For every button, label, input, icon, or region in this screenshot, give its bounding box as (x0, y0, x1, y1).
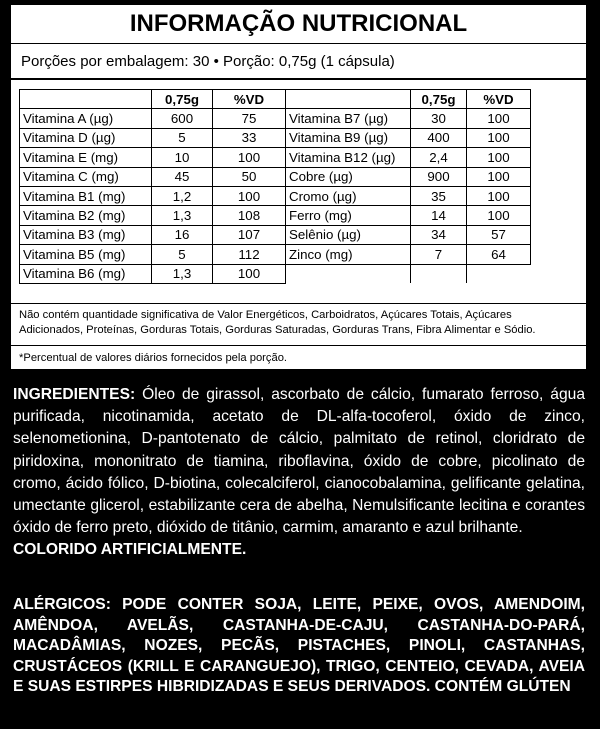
nutrient-name: Zinco (mg) (286, 245, 411, 264)
table-row (20, 264, 531, 283)
table-row (20, 109, 531, 128)
nutrient-name: Vitamina B9 (µg) (286, 128, 411, 147)
nutrient-dv: 112 (213, 245, 286, 264)
nutrient-name: Vitamina B1 (mg) (20, 186, 152, 205)
nutrient-name: Ferro (mg) (286, 206, 411, 225)
table-row (20, 128, 531, 147)
nutrient-name: Vitamina D (µg) (20, 128, 152, 147)
nutrient-dv: 100 (213, 148, 286, 167)
nutrient-dv: 50 (213, 167, 286, 186)
nutrition-facts-panel (9, 3, 588, 371)
header-blank (286, 90, 411, 109)
nutrient-name: Vitamina B2 (mg) (20, 206, 152, 225)
nutrient-amount: 5 (152, 128, 213, 147)
nutrient-amount: 400 (411, 128, 467, 147)
nutrient-name: Cromo (µg) (286, 186, 411, 205)
nutrient-amount: 10 (152, 148, 213, 167)
nutrient-name: Vitamina A (µg) (20, 109, 152, 128)
nutrient-amount: 5 (152, 245, 213, 264)
artificial-color-notice: COLORIDO ARTIFICIALMENTE. (13, 541, 247, 559)
nutrient-dv: 108 (213, 206, 286, 225)
nutrient-name: Vitamina C (mg) (20, 167, 152, 186)
empty-cell (286, 264, 411, 283)
table-row (20, 186, 531, 205)
table-row (20, 148, 531, 167)
nutrient-amount: 35 (411, 186, 467, 205)
nutrient-name: Vitamina E (mg) (20, 148, 152, 167)
nutrient-dv: 100 (467, 148, 531, 167)
nutrient-amount: 600 (152, 109, 213, 128)
nutrient-amount: 2,4 (411, 148, 467, 167)
nutrient-dv: 100 (467, 109, 531, 128)
header-amount: 0,75g (152, 90, 213, 109)
nutrient-name: Vitamina B5 (mg) (20, 245, 152, 264)
nutrient-name: Vitamina B12 (µg) (286, 148, 411, 167)
footnote: *Percentual de valores diários fornecidos pela porção. (19, 352, 288, 364)
nutrient-name: Selênio (µg) (286, 225, 411, 244)
nutrient-dv: 100 (467, 167, 531, 186)
ingredients-text: Óleo de girassol, ascorbato de cálcio, fumarato ferroso, água purificada, nicotinamida, acetato de DL-alfa-tocoferol, óxido de zinco, selenometionina, D-pantotenato de cálcio, palmitato de retinol, cloridrato de piridoxina, mononitrato de tiamina, riboflavina, óxido de cobre, picolinato de cromo, ácido fólico, D-biotina, colecalciferol, cianocobalamina, gelificante gelatina, umectante glicerol, estabilizante cera de abelha, Nemulsificante lecitina e corantes óxido de ferro preto, dióxido de titânio, carmim, amaranto e azul brilhante. (13, 386, 585, 537)
nutrient-dv: 107 (213, 225, 286, 244)
nutrition-table (19, 89, 531, 284)
nutrient-name: Vitamina B6 (mg) (20, 264, 152, 283)
header-blank (20, 90, 152, 109)
nutrient-amount: 1,3 (152, 264, 213, 283)
nutrient-name: Vitamina B7 (µg) (286, 109, 411, 128)
nutrient-amount: 7 (411, 245, 467, 264)
nutrient-dv: 33 (213, 128, 286, 147)
table-row (20, 167, 531, 186)
header-dv: %VD (213, 90, 286, 109)
empty-cell (411, 264, 467, 283)
nutrient-name: Vitamina B3 (mg) (20, 225, 152, 244)
nutrient-amount: 16 (152, 225, 213, 244)
nutrient-dv: 75 (213, 109, 286, 128)
ingredients-section (13, 384, 585, 562)
allergens-section: ALÉRGICOS: PODE CONTER SOJA, LEITE, PEIXE, OVOS, AMENDOIM, AMÊNDOA, AVELÃS, CASTANHA-DE-CAJU, CASTANHA-DO-PARÁ, MACADÂMIAS, NOZES, PECÃS, PISTACHES, PINOLI, CASTANHAS, CRUSTÁCEOS (KRILL E CARANGUEJO), TRIGO, CENTEIO, CEVADA, AVEIA E SUAS ESTIRPES HIBRIDIZADAS E SEUS DERIVADOS. CONTÉM GLÚTEN (13, 596, 585, 695)
ingredients-label: INGREDIENTES: (13, 386, 136, 403)
nutrient-dv: 100 (213, 264, 286, 283)
nutrient-amount: 1,3 (152, 206, 213, 225)
nutrient-name: Cobre (µg) (286, 167, 411, 186)
header-amount: 0,75g (411, 90, 467, 109)
nutrient-dv: 100 (213, 186, 286, 205)
nutrient-amount: 900 (411, 167, 467, 186)
page-title: INFORMAÇÃO NUTRICIONAL (11, 5, 586, 44)
nutrient-amount: 34 (411, 225, 467, 244)
portion-info: Porções por embalagem: 30 • Porção: 0,75g (1 cápsula) (11, 44, 586, 80)
nutrient-amount: 45 (152, 167, 213, 186)
nutrient-amount: 14 (411, 206, 467, 225)
nutrient-amount: 30 (411, 109, 467, 128)
nutrition-note: Não contém quantidade significativa de Valor Energéticos, Carboidratos, Açúcares Totais, Açúcares Adicionados, Proteínas, Gorduras Totais, Gorduras Saturadas, Gorduras Trans, Fibra Alimentar e Sódio. (11, 303, 586, 346)
table-row (20, 206, 531, 225)
nutrient-amount: 1,2 (152, 186, 213, 205)
nutrient-dv: 100 (467, 206, 531, 225)
nutrient-dv: 100 (467, 128, 531, 147)
table-row (20, 245, 531, 264)
empty-cell (467, 264, 531, 283)
nutrient-dv: 57 (467, 225, 531, 244)
header-dv: %VD (467, 90, 531, 109)
table-row (20, 225, 531, 244)
table-header-row (20, 90, 531, 109)
nutrient-dv: 64 (467, 245, 531, 264)
nutrient-dv: 100 (467, 186, 531, 205)
